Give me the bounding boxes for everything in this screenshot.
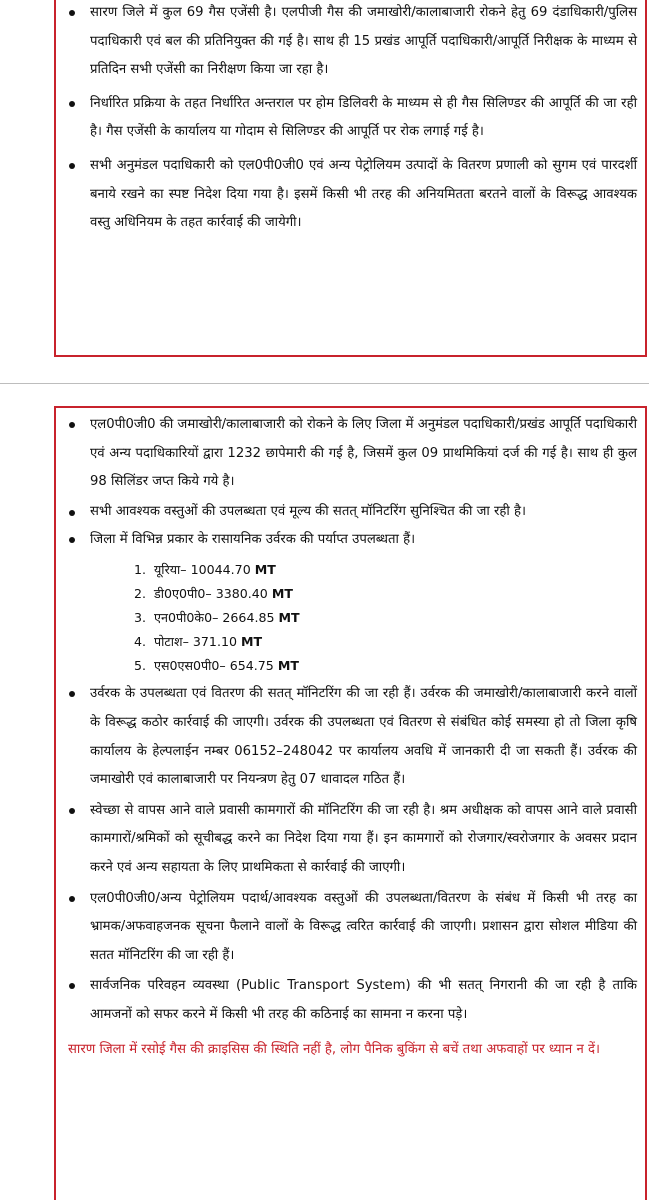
fertilizer-value: 371.10 [192,634,237,650]
fertilizer-name: पोटाश– [154,634,189,650]
fertilizer-item [150,630,637,654]
list-item: सार्वजनिक परिवहन व्यवस्था (Public Transport System) की भी सतत् निगरानी की जा रही है ताकि आमजनों को सफर करने में किसी भी तरह की कठिनाई का सामना न करना पड़े। [56,972,645,1029]
fertilizer-name: एन0पी0के0– [154,610,219,626]
fertilizer-name: यूरिया– [154,562,187,578]
fertilizer-unit: MT [241,634,263,650]
advisory-note: सारण जिला में रसोई गैस की क्राइसिस की स्थिति नहीं है, लोग पैनिक बुकिंग से बचें तथा अफवाहों पर ध्यान न दें। [68,1041,600,1057]
list-item: सारण जिले में कुल 69 गैस एजेंसी है। एलपीजी गैस की जमाखोरी/कालाबाजारी रोकने हेतु 69 दंडाधिकारी/पुलिस पदाधिकारी एवं बल की प्रतिनियुक्त की गई है। साथ ही 15 प्रखंड आपूर्ति पदाधिकारी/आपूर्ति निरीक्षक के माध्यम से प्रतिदिन सभी एजेंसी का निरीक्षण किया जा रहा है। [56,0,645,85]
list-item: एल0पी0जी0 की जमाखोरी/कालाबाजारी को रोकने के लिए जिला में अनुमंडल पदाधिकारी/प्रखंड आपूर्ति पदाधिकारी एवं अन्य पदाधिकारियों द्वारा 1232 छापेमारी की गई है, जिसमें कुल 09 प्राथमिकियां दर्ज की गई है। साथ ही कुल 98 सिलिंडर जप्त किये गये है। [56,411,645,497]
notice-box-top [54,0,647,357]
fertilizer-unit: MT [254,562,276,578]
fertilizer-item [150,654,637,678]
fertilizer-item [150,558,637,582]
fertilizer-name: डी0ए0पी0– [154,586,212,602]
list-item: सभी अनुमंडल पदाधिकारी को एल0पी0जी0 एवं अन्य पेट्रोलियम उत्पादों के वितरण प्रणाली को सुगम एवं पारदर्शी बनाये रखने का स्पष्ट निदेश दिया गया है। इसमें किसी भी तरह की अनियमितता बरतने वालों के विरूद्ध आवश्यक वस्तु अधिनियम के तहत कार्रवाई की जायेगी। [56,152,645,238]
fertilizer-value: 654.75 [229,658,274,674]
fertilizer-list [90,558,637,678]
list-item: एल0पी0जी0/अन्य पेट्रोलियम पदार्थ/आवश्यक वस्तुओं की उपलब्धता/वितरण के संबंध में किसी भी तरह का भ्रामक/अफवाहजनक सूचना फैलाने वालों के विरूद्ध त्वरित कार्रवाई की जाएगी। प्रशासन द्वारा सोशल मीडिया की सतत मॉनिटरिंग की जा रही हैं। [56,885,645,971]
fertilizer-value: 3380.40 [215,586,268,602]
list-item [56,526,645,679]
fertilizer-item [150,606,637,630]
fertilizer-unit: MT [278,610,300,626]
page-separator [0,383,649,384]
fertilizer-name: एस0एस0पी0– [154,658,226,674]
fertilizer-unit: MT [271,586,293,602]
bullet-list [56,0,645,238]
fertilizer-intro: जिला में विभिन्न प्रकार के रासायनिक उर्वरक की पर्याप्त उपलब्धता हैं। [90,531,416,547]
fertilizer-unit: MT [277,658,299,674]
bullet-list [56,408,645,1030]
list-item: उर्वरक के उपलब्धता एवं वितरण की सतत् मॉनिटरिंग की जा रही हैं। उर्वरक की जमाखोरी/कालाबाजारी करने वालों के विरूद्ध कठोर कार्रवाई की जाएगी। उर्वरक की उपलब्धता एवं वितरण से संबंधित कोई समस्या हो तो जिला कृषि कार्यालय के हेल्पलाईन नम्बर 06152–248042 पर कार्यालय अवधि में जानकारी दी जा सकती हैं। उर्वरक की जमाखोरी एवं कालाबाजारी पर नियन्त्रण हेतु 07 धावादल गठित हैं। [56,680,645,794]
list-item: सभी आवश्यक वस्तुओं की उपलब्धता एवं मूल्य की सतत् मॉनिटरिंग सुनिश्चित की जा रही है। [56,499,645,524]
fertilizer-item [150,582,637,606]
notice-box-bottom [54,406,647,1200]
fertilizer-value: 2664.85 [222,610,275,626]
list-item: निर्धारित प्रक्रिया के तहत निर्धारित अन्तराल पर होम डिलिवरी के माध्यम से ही गैस सिलिण्डर की आपूर्ति की जा रही है। गैस एजेंसी के कार्यालय या गोदाम से सिलिण्डर की आपूर्ति पर रोक लगाई गई है। [56,90,645,147]
list-item: स्वेच्छा से वापस आने वाले प्रवासी कामगारों की मॉनिटरिंग की जा रही है। श्रम अधीक्षक को वापस आने वाले प्रवासी कामगारों/श्रमिकों को सूचीबद्ध करने का निदेश दिया गया हैं। इन कामगारों को रोजगार/स्वरोजगार के अवसर प्रदान करने एवं अन्य सहायता के लिए प्राथमिकता से कार्रवाई की जाएगी। [56,797,645,883]
fertilizer-value: 10044.70 [190,562,251,578]
